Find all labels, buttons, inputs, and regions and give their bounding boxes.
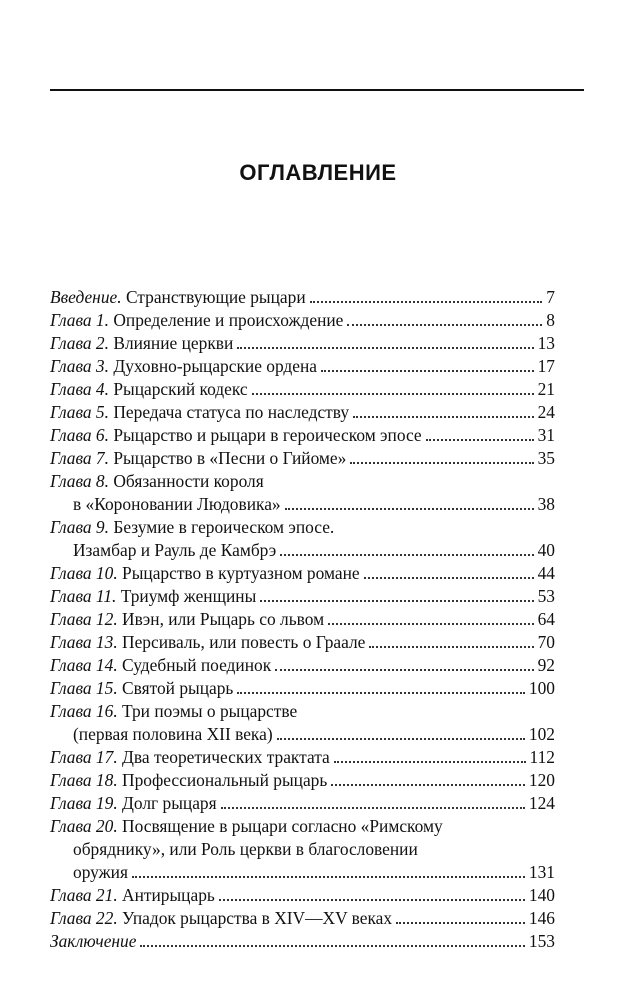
dot-leader bbox=[280, 554, 533, 556]
dot-leader bbox=[396, 922, 525, 924]
chapter-label: Глава 22. bbox=[50, 908, 118, 928]
top-rule bbox=[50, 89, 584, 91]
toc-entry bbox=[50, 424, 555, 447]
toc-entry bbox=[50, 470, 555, 516]
toc-entry bbox=[50, 654, 555, 677]
toc-entry bbox=[50, 286, 555, 309]
chapter-title: Святой рыцарь bbox=[122, 678, 234, 698]
toc-entry bbox=[50, 815, 555, 884]
dot-leader bbox=[252, 393, 534, 395]
chapter-title: Странствующие рыцари bbox=[125, 287, 306, 307]
toc-entry bbox=[50, 401, 555, 424]
toc-entry bbox=[50, 884, 555, 907]
page-number: 40 bbox=[537, 540, 555, 560]
dot-leader bbox=[237, 347, 533, 349]
dot-leader bbox=[277, 738, 525, 740]
toc-line bbox=[50, 884, 555, 907]
toc-entry bbox=[50, 700, 555, 746]
page-number: 100 bbox=[528, 678, 555, 698]
dot-leader bbox=[221, 807, 525, 809]
dot-leader bbox=[353, 416, 534, 418]
page-number: 112 bbox=[529, 747, 555, 767]
chapter-title: обряднику», или Роль церкви в благословении bbox=[73, 839, 418, 859]
page-number: 44 bbox=[537, 563, 555, 583]
toc-line bbox=[50, 424, 555, 447]
page-number: 7 bbox=[546, 287, 555, 307]
page-number: 17 bbox=[537, 356, 555, 376]
toc-entry bbox=[50, 792, 555, 815]
toc-line bbox=[50, 930, 555, 953]
chapter-title: Рыцарский кодекс bbox=[113, 379, 248, 399]
toc-entry bbox=[50, 677, 555, 700]
toc-line bbox=[50, 378, 555, 401]
toc-line bbox=[50, 654, 555, 677]
chapter-label: Заключение bbox=[50, 931, 137, 951]
chapter-label: Глава 3. bbox=[50, 356, 109, 376]
chapter-label: Глава 4. bbox=[50, 379, 109, 399]
page-number: 13 bbox=[537, 333, 555, 353]
page-title: ОГЛАВЛЕНИЕ bbox=[239, 160, 397, 185]
toc-line bbox=[50, 355, 555, 378]
page-number: 35 bbox=[537, 448, 555, 468]
chapter-title: Передача статуса по наследству bbox=[113, 402, 350, 422]
toc-entry bbox=[50, 309, 555, 332]
toc-line bbox=[50, 838, 555, 861]
chapter-label: Глава 2. bbox=[50, 333, 109, 353]
page-number: 53 bbox=[537, 586, 555, 606]
chapter-label: Глава 8. bbox=[50, 471, 109, 491]
toc-entry bbox=[50, 355, 555, 378]
chapter-title: Посвящение в рыцари согласно «Римскому bbox=[122, 816, 443, 836]
chapter-title: Безумие в героическом эпосе. bbox=[113, 517, 335, 537]
toc-line bbox=[50, 746, 555, 769]
toc-entry bbox=[50, 746, 555, 769]
dot-leader bbox=[275, 669, 533, 671]
chapter-label: Глава 15. bbox=[50, 678, 118, 698]
page-number: 31 bbox=[537, 425, 555, 445]
page-number: 64 bbox=[537, 609, 555, 629]
toc-line bbox=[50, 539, 555, 562]
chapter-title: (первая половина XII века) bbox=[73, 724, 273, 744]
toc-line bbox=[50, 516, 555, 539]
table-of-contents bbox=[50, 286, 555, 953]
toc-line bbox=[50, 309, 555, 332]
chapter-label: Глава 9. bbox=[50, 517, 109, 537]
toc-entry bbox=[50, 631, 555, 654]
toc-entry bbox=[50, 585, 555, 608]
chapter-label: Глава 11. bbox=[50, 586, 117, 606]
chapter-label: Глава 10. bbox=[50, 563, 118, 583]
chapter-label: Глава 17. bbox=[50, 747, 118, 767]
toc-line bbox=[50, 585, 555, 608]
chapter-label: Глава 21. bbox=[50, 885, 118, 905]
toc-line bbox=[50, 447, 555, 470]
toc-entry bbox=[50, 516, 555, 562]
page-number: 70 bbox=[537, 632, 555, 652]
dot-leader bbox=[426, 439, 534, 441]
toc-entry bbox=[50, 562, 555, 585]
chapter-label: Глава 19. bbox=[50, 793, 118, 813]
toc-entry bbox=[50, 332, 555, 355]
chapter-title: Влияние церкви bbox=[113, 333, 234, 353]
chapter-label: Глава 1. bbox=[50, 310, 109, 330]
chapter-label: Глава 14. bbox=[50, 655, 118, 675]
toc-line bbox=[50, 723, 555, 746]
page-number: 24 bbox=[537, 402, 555, 422]
dot-leader bbox=[369, 646, 533, 648]
chapter-title: в «Короновании Людовика» bbox=[73, 494, 281, 514]
dot-leader bbox=[237, 692, 525, 694]
page-number: 102 bbox=[528, 724, 555, 744]
page-number: 38 bbox=[537, 494, 555, 514]
dot-leader bbox=[328, 623, 534, 625]
chapter-label: Глава 7. bbox=[50, 448, 109, 468]
chapter-title: Рыцарство в куртуазном романе bbox=[122, 563, 360, 583]
chapter-title: Рыцарство и рыцари в героическом эпосе bbox=[113, 425, 422, 445]
dot-leader bbox=[321, 370, 534, 372]
chapter-label: Глава 5. bbox=[50, 402, 109, 422]
chapter-title: Обязанности короля bbox=[113, 471, 264, 491]
chapter-label: Введение. bbox=[50, 287, 122, 307]
chapter-title: оружия bbox=[73, 862, 128, 882]
toc-entry bbox=[50, 907, 555, 930]
chapter-label: Глава 13. bbox=[50, 632, 118, 652]
chapter-title: Рыцарство в «Песни о Гийоме» bbox=[113, 448, 347, 468]
page-number: 153 bbox=[528, 931, 555, 951]
toc-line bbox=[50, 907, 555, 930]
toc-line bbox=[50, 815, 555, 838]
toc-line bbox=[50, 769, 555, 792]
dot-leader bbox=[310, 301, 543, 303]
chapter-label: Глава 12. bbox=[50, 609, 118, 629]
chapter-title: Изамбар и Рауль де Камбрэ bbox=[73, 540, 277, 560]
chapter-label: Глава 6. bbox=[50, 425, 109, 445]
page-number: 146 bbox=[528, 908, 555, 928]
chapter-title: Триумф женщины bbox=[120, 586, 257, 606]
chapter-title: Два теоретических трактата bbox=[122, 747, 330, 767]
toc-line bbox=[50, 861, 555, 884]
chapter-title: Антирыцарь bbox=[122, 885, 215, 905]
dot-leader bbox=[350, 462, 533, 464]
toc-line bbox=[50, 562, 555, 585]
toc-line bbox=[50, 792, 555, 815]
page-number: 8 bbox=[546, 310, 555, 330]
toc-entry bbox=[50, 447, 555, 470]
chapter-title: Персиваль, или повесть о Граале bbox=[122, 632, 366, 652]
chapter-title: Определение и происхождение bbox=[113, 310, 344, 330]
toc-line bbox=[50, 631, 555, 654]
chapter-label: Глава 18. bbox=[50, 770, 118, 790]
toc-entry bbox=[50, 930, 555, 953]
dot-leader bbox=[331, 784, 525, 786]
chapter-title: Ивэн, или Рыцарь со львом bbox=[122, 609, 325, 629]
toc-line bbox=[50, 286, 555, 309]
chapter-title: Упадок рыцарства в XIV—XV веках bbox=[122, 908, 393, 928]
chapter-title: Профессиональный рыцарь bbox=[122, 770, 328, 790]
page-number: 120 bbox=[528, 770, 555, 790]
toc-line bbox=[50, 493, 555, 516]
dot-leader bbox=[132, 876, 525, 878]
toc-entry bbox=[50, 378, 555, 401]
chapter-title: Судебный поединок bbox=[122, 655, 272, 675]
toc-line bbox=[50, 700, 555, 723]
dot-leader bbox=[364, 577, 534, 579]
dot-leader bbox=[260, 600, 533, 602]
page-number: 21 bbox=[537, 379, 555, 399]
toc-line bbox=[50, 401, 555, 424]
chapter-title: Долг рыцаря bbox=[122, 793, 217, 813]
toc-line bbox=[50, 332, 555, 355]
toc-entry bbox=[50, 608, 555, 631]
chapter-title: Духовно-рыцарские ордена bbox=[113, 356, 318, 376]
page-number: 131 bbox=[528, 862, 555, 882]
toc-line bbox=[50, 608, 555, 631]
page-number: 140 bbox=[528, 885, 555, 905]
toc-line bbox=[50, 470, 555, 493]
chapter-label: Глава 20. bbox=[50, 816, 118, 836]
toc-line bbox=[50, 677, 555, 700]
dot-leader bbox=[219, 899, 525, 901]
dot-leader bbox=[347, 324, 542, 326]
toc-entry bbox=[50, 769, 555, 792]
dot-leader bbox=[285, 508, 534, 510]
page-number: 124 bbox=[528, 793, 555, 813]
chapter-label: Глава 16. bbox=[50, 701, 118, 721]
chapter-title: Три поэмы о рыцарстве bbox=[122, 701, 298, 721]
dot-leader bbox=[140, 945, 524, 947]
page-number: 92 bbox=[537, 655, 555, 675]
dot-leader bbox=[334, 761, 526, 763]
